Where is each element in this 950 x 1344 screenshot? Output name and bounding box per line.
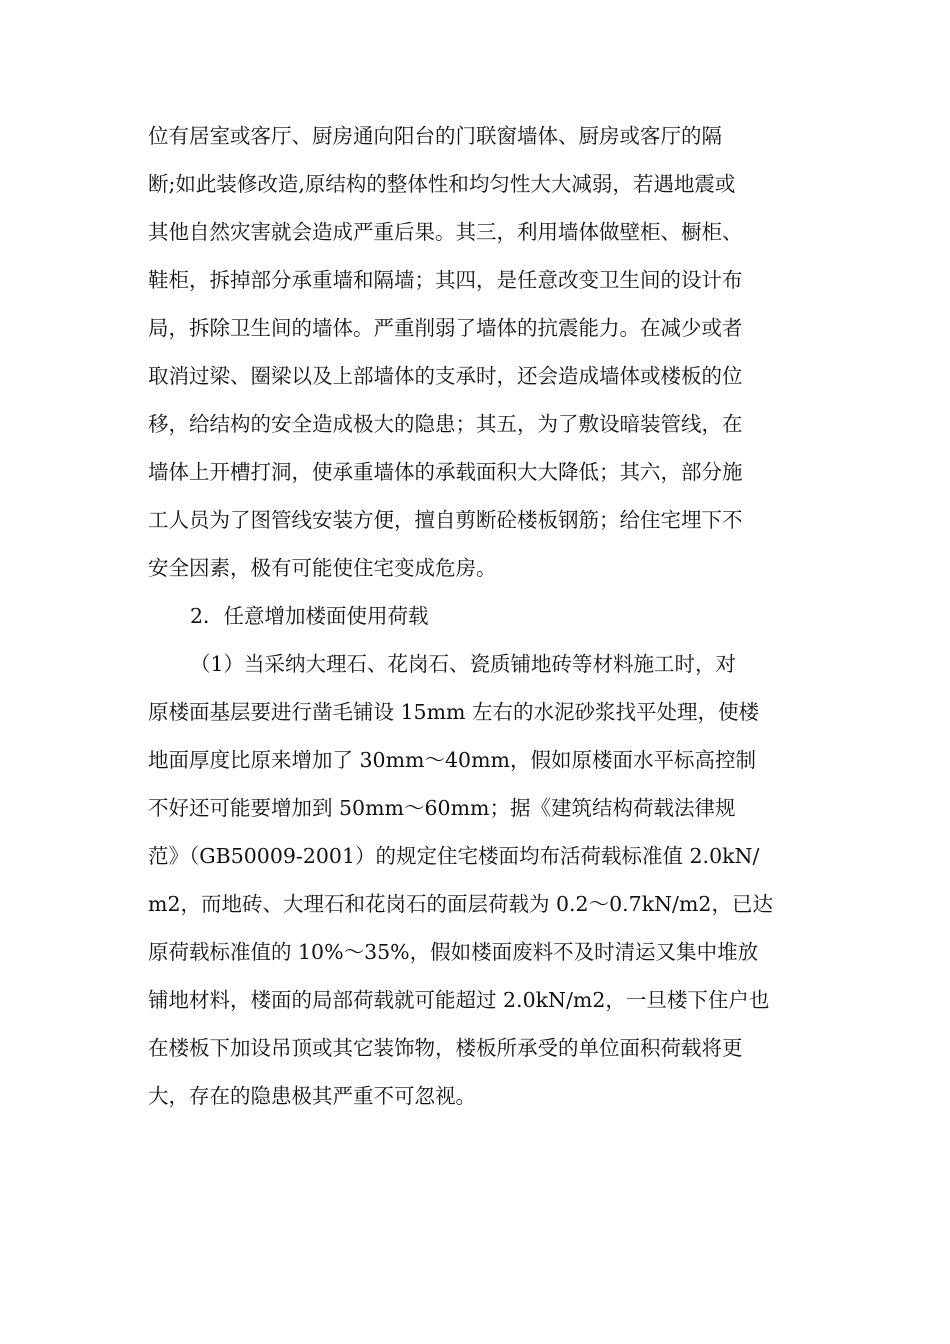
text-line: 原楼面基层要进行凿毛铺设 15mm 左右的水泥砂浆找平处理，使楼 <box>148 700 759 724</box>
section-heading: 2．任意增加楼面使用荷载 <box>190 604 429 628</box>
document-body <box>148 112 803 1120</box>
text-line: 不好还可能要增加到 50mm～60mm；据《建筑结构荷载法律规 <box>148 796 736 820</box>
text-line: 断;如此装修改造,原结构的整体性和均匀性大大减弱，若遇地震或 <box>148 172 736 196</box>
text-line: 大，存在的隐患极其严重不可忽视。 <box>148 1084 476 1108</box>
text-line: 墙体上开槽打洞，使承重墙体的承载面积大大降低；其六，部分施 <box>148 460 743 484</box>
text-line: 其他自然灾害就会造成严重后果。其三，利用墙体做壁柜、橱柜、 <box>148 220 743 244</box>
text-line: 鞋柜，拆掉部分承重墙和隔墙；其四，是任意改变卫生间的设计布 <box>148 268 743 292</box>
text-line: 位有居室或客厅、厨房通向阳台的门联窗墙体、厨房或客厅的隔 <box>148 124 722 148</box>
text-line: 原荷载标准值的 10%～35%，假如楼面废料不及时清运又集中堆放 <box>148 940 759 964</box>
text-line: 在楼板下加设吊顶或其它装饰物，楼板所承受的单位面积荷载将更 <box>148 1036 743 1060</box>
paragraph-first-line: （1）当采纳大理石、花岗石、瓷质铺地砖等材料施工时，对 <box>190 652 737 676</box>
text-line: 地面厚度比原来增加了 30mm～40mm，假如原楼面水平标高控制 <box>148 748 756 772</box>
text-line: 安全因素，极有可能使住宅变成危房。 <box>148 556 497 580</box>
text-line: 移，给结构的安全造成极大的隐患；其五，为了敷设暗装管线，在 <box>148 412 743 436</box>
text-line: 铺地材料，楼面的局部荷载就可能超过 2.0kN/m2，一旦楼下住户也 <box>148 988 770 1012</box>
text-line: m2，而地砖、大理石和花岗石的面层荷载为 0.2～0.7kN/m2，已达 <box>148 892 773 916</box>
text-line: 范》（GB50009-2001）的规定住宅楼面均布活荷载标准值 2.0kN/ <box>148 844 760 868</box>
text-line: 工人员为了图管线安装方便，擅自剪断砼楼板钢筋；给住宅埋下不 <box>148 508 743 532</box>
text-line: 局，拆除卫生间的墙体。严重削弱了墙体的抗震能力。在减少或者 <box>148 316 743 340</box>
text-line: 取消过梁、圈梁以及上部墙体的支承时，还会造成墙体或楼板的位 <box>148 364 743 388</box>
